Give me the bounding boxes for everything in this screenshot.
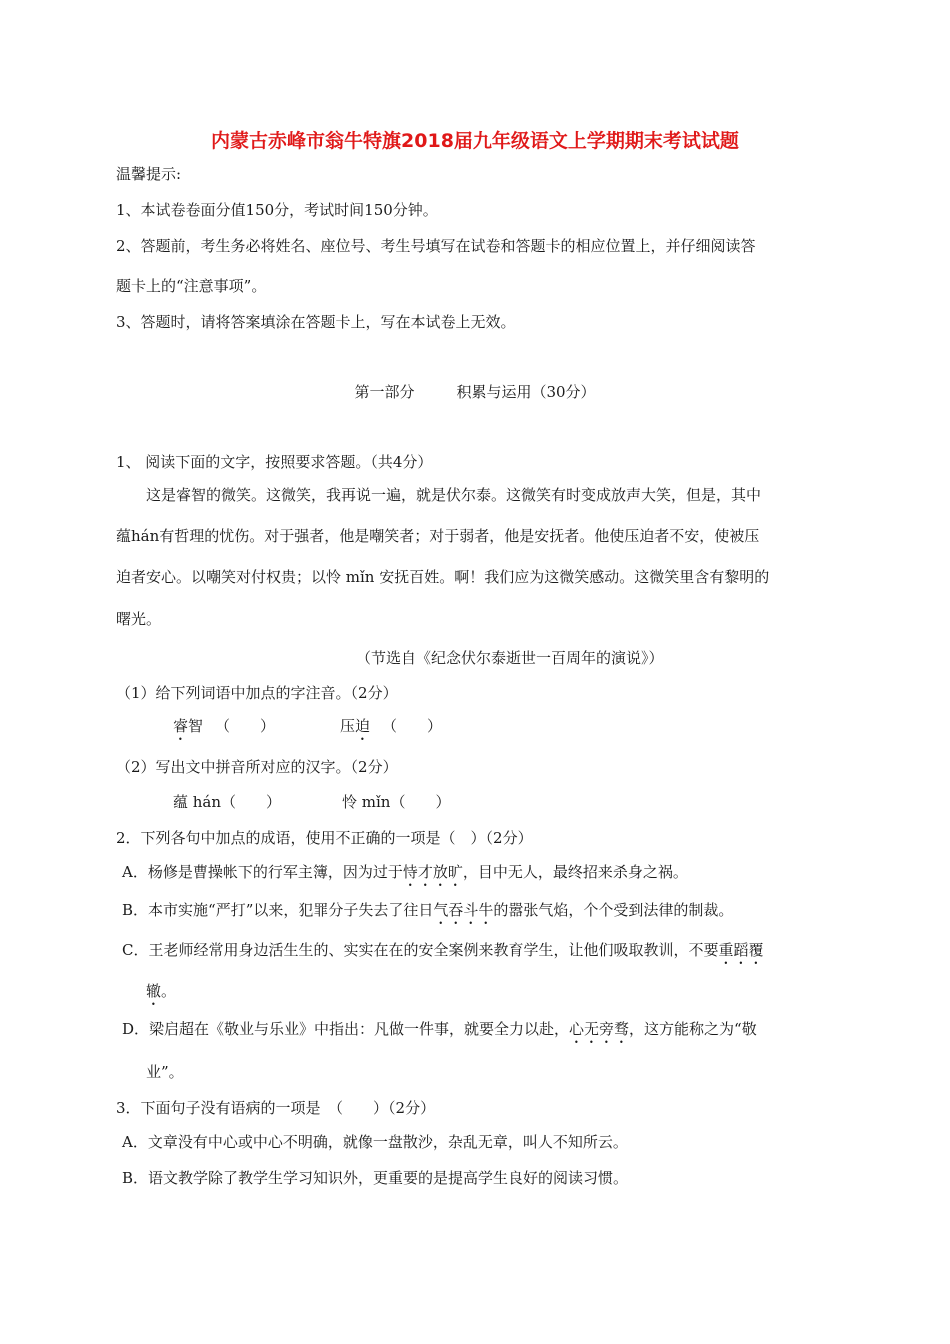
dotted-idiom: 气吞斗牛 (433, 901, 494, 919)
q1-source: （节选自《纪念伏尔泰逝世一百周年的演说》） (356, 649, 664, 667)
q2-option-c-cont: 辙。 (146, 982, 177, 1000)
q1-sub1-item-a: 睿智 （ ） (173, 717, 276, 735)
dotted-idiom: 重蹈覆 (718, 941, 764, 959)
q1-sub2-stem: （2）写出文中拼音所对应的汉字。（2分） (116, 758, 398, 776)
q2-option-a: A．杨修是曹操帐下的行军主簿，因为过于恃才放旷，目中无人，最终招来杀身之祸。 (122, 863, 688, 881)
q1-passage-line-2: 蕴hán有哲理的忧伤。对于强者，他是嘲笑者；对于弱者，他是安抚者。他使压迫者不安，使被压 (116, 527, 760, 545)
q2-option-d: D．梁启超在《敬业与乐业》中指出：凡做一件事，就要全力以赴，心无旁骛，这方能称之为“敬 (122, 1020, 757, 1038)
q2-option-b: B．本市实施“严打”以来，犯罪分子失去了往日气吞斗牛的嚣张气焰，个个受到法律的制裁。 (122, 901, 734, 919)
q1-stem: 1、 阅读下面的文字，按照要求答题。（共4分） (116, 453, 433, 471)
dotted-idiom: 心无旁骛 (569, 1020, 630, 1038)
q1-sub1-stem: （1）给下列词语中加点的字注音。（2分） (116, 684, 398, 702)
q1-passage-line-4: 曙光。 (116, 610, 162, 628)
tip-item-3: 3、答题时，请将答案填涂在答题卡上，写在本试卷上无效。 (116, 313, 516, 331)
section-heading (0, 382, 950, 402)
tip-item-2: 2、答题前，考生务必将姓名、座位号、考生号填写在试卷和答题卡的相应位置上，并仔细阅读答 (116, 237, 756, 255)
q2-stem: 2．下列各句中加点的成语，使用不正确的一项是（ ）（2分） (116, 829, 533, 847)
section-part: 第一部分 (354, 383, 415, 401)
q2-option-d-cont: 业”。 (146, 1063, 184, 1081)
q1-passage-line-1: 这是睿智的微笑。这微笑，我再说一遍，就是伏尔泰。这微笑有时变成放声大笑，但是，其中 (146, 486, 762, 504)
q2-option-c: C．王老师经常用身边活生生的、实实在在的安全案例来教育学生，让他们吸取教训，不要重蹈覆 (122, 941, 764, 959)
q3-stem: 3．下面句子没有语病的一项是 （ ）（2分） (116, 1099, 436, 1117)
q1-sub1-item-b: 压迫 （ ） (340, 717, 443, 735)
q3-option-a: A．文章没有中心或中心不明确，就像一盘散沙，杂乱无章，叫人不知所云。 (122, 1133, 628, 1151)
dotted-char: 迫 (355, 717, 371, 735)
q1-sub2-item-a: 蕴 hán（ ） (173, 793, 282, 811)
dotted-char: 睿 (173, 717, 189, 735)
page-title: 内蒙古赤峰市翁牛特旗2018届九年级语文上学期期末考试试题 (211, 130, 739, 152)
q1-sub2-item-b: 怜 mǐn（ ） (342, 793, 451, 811)
answer-blank: （ ） (215, 717, 276, 735)
q3-option-b: B．语文教学除了教学生学习知识外，更重要的是提高学生良好的阅读习惯。 (122, 1169, 629, 1187)
answer-blank: （ ） (382, 717, 443, 735)
tip-item-1: 1、本试卷卷面分值150分，考试时间150分钟。 (116, 201, 438, 219)
dotted-idiom: 辙 (146, 982, 162, 1000)
section-name: 积累与运用（30分） (456, 383, 596, 401)
q1-passage-line-3: 迫者安心。以嘲笑对付权贵；以怜 mǐn 安抚百姓。啊！我们应为这微笑感动。这微笑里含有黎明的 (116, 568, 770, 586)
tip-item-2-cont: 题卡上的“注意事项”。 (116, 277, 267, 295)
dotted-idiom: 恃才放旷 (402, 863, 463, 881)
tips-heading: 温馨提示: (116, 165, 182, 183)
